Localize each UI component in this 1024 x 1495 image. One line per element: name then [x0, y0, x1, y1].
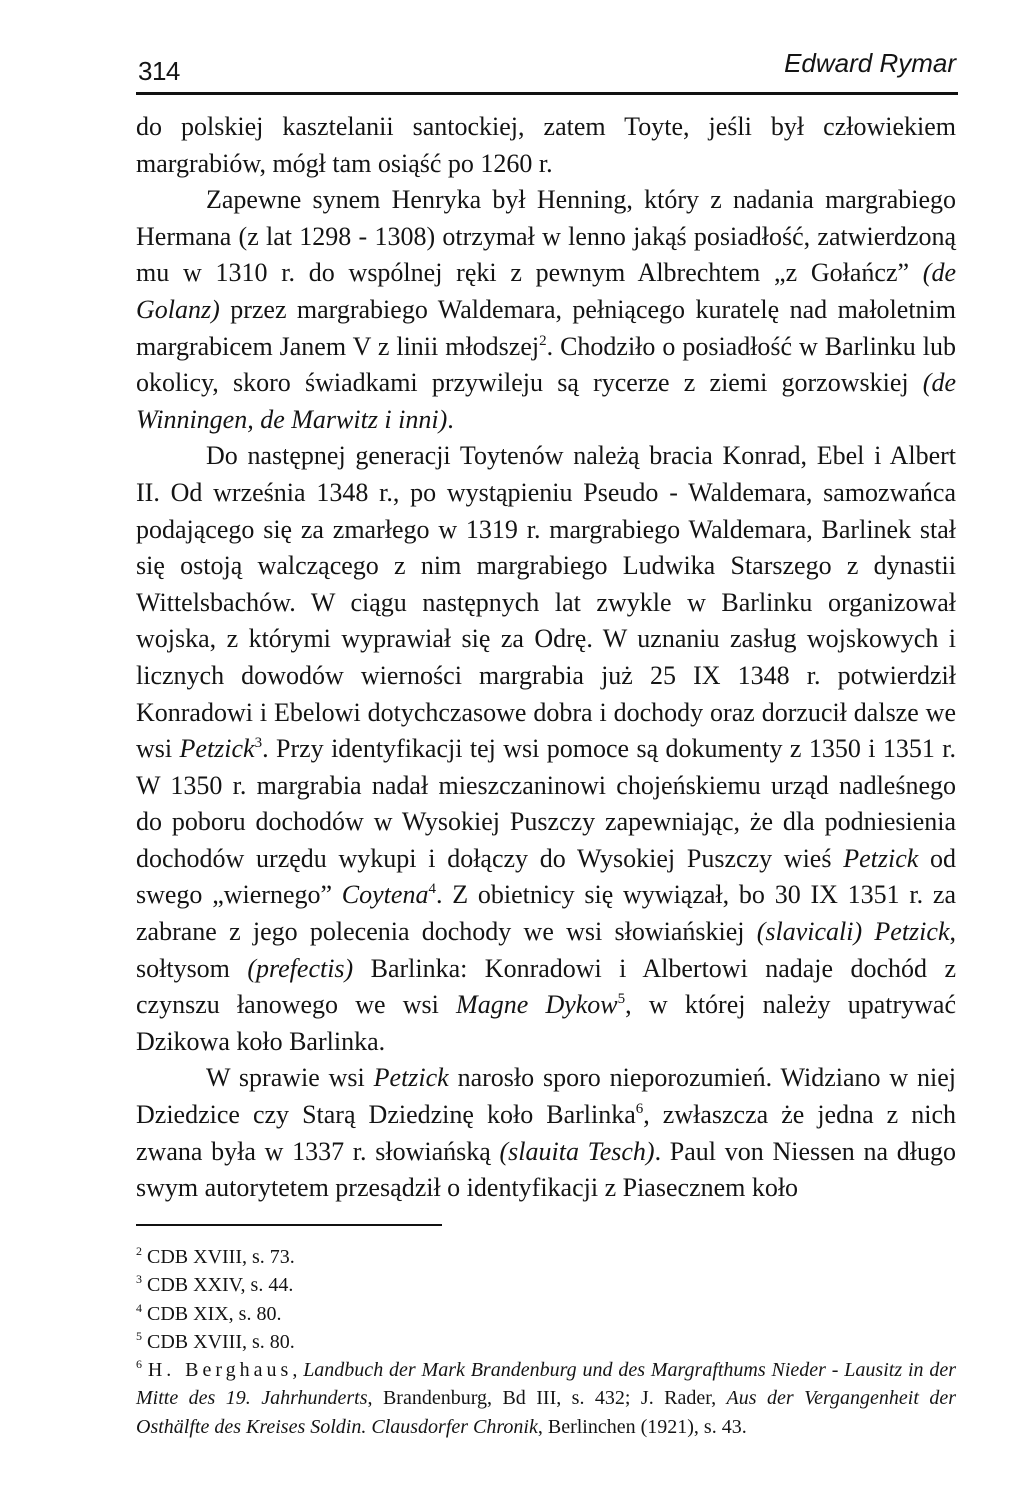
footnote-separator	[136, 1224, 442, 1226]
footnotes	[136, 1243, 956, 1441]
running-head-author: Edward Rymar	[784, 48, 956, 78]
footnote-6: $^6$ H. Berghaus, Landbuch der Mark Brandenburg und des Margrafthums Nieder - Lausitz in der Mitte des 19. Jahrhunderts, Brandenburg, Bd III, s. 432; J. Rader, Aus der Vergangenheit der Osthälfte des Kreises Soldin. Clausdorfer Chronik, Berlinchen (1921), s. 43.	[136, 1357, 957, 1438]
header-rule	[136, 92, 958, 95]
paragraph-3: Do następnej generacji Toytenów należą bracia Konrad, Ebel i Albert II. Od września 1348 r., po wystąpieniu Pseudo - Waldemara, samozwańca podającego się za zmarłego w 1319 r. margrabiego Waldemara, Barlinek stał się ostoją walczącego z nim margrabiego Ludwika Starszego z dynastii Wittelsbachów. W ciągu następnych lat zwykle w Barlinku organizował wojska, z którymi wyprawiał się za Odrę. W uznaniu zasług wojskowych i licznych dowodów wierności margrabia już 25 IX 1348 r. potwierdził Konradowi i Ebelowi dotychczasowe dobra i dochody oraz dorzucił dalsze we wsi Petzick$^3$. Przy identyfikacji tej wsi pomoce są dokumenty z 1350 i 1351 r. W 1350 r. margrabia nadał mieszczaninowi chojeńskiemu urząd nadleśnego do poboru dochodów w Wysokiej Puszczy zapewniając, że dla podniesienia dochodów urzędu wykupi i dołączy do Wysokiej Puszczy wieś Petzick od swego „wiernego” Coytena$^4$. Z obietnicy się wywiązał, bo 30 IX 1351 r. za zabrane z jego polecenia dochody we wsi słowiańskiej (slavicali) Petzick, sołtysom (prefectis) Barlinka: Konradowi i Albertowi nadaje dochód z czynszu łanowego we wsi Magne Dykow$^5$, w której należy upatrywać Dzikowa koło Barlinka.	[136, 441, 957, 1056]
footnote-ref-5[interactable]: 5	[617, 991, 626, 1008]
footnote-6-author: H. Berghaus	[147, 1359, 293, 1382]
paragraph-4: W sprawie wsi Petzick narosło sporo nieporozumień. Widziano w niej Dziedzice czy Starą Dziedzinę koło Barlinka$^6$, zwłaszcza że jedna z nich zwana była w 1337 r. słowiańską (slauita Tesch). Paul von Niessen na długo swym autorytetem przesądził o identyfikacji z Piasecznem koło	[136, 1063, 957, 1203]
page-number: 314	[138, 56, 180, 86]
footnote-5: $^5$ CDB XVIII, s. 80.	[136, 1328, 295, 1353]
body-text	[136, 109, 956, 1207]
footnote-ref-4[interactable]: 4	[428, 881, 436, 898]
footnote-ref-6[interactable]: 6	[635, 1101, 644, 1118]
page-header	[138, 42, 958, 90]
footnote-3: $^3$ CDB XXIV, s. 44.	[136, 1272, 294, 1297]
footnote-ref-3[interactable]: 3	[254, 735, 263, 752]
paragraph-1: do polskiej kasztelanii santockiej, zatem Toyte, jeśli był człowiekiem margrabiów, mógł tam osiąść po 1260 r.	[136, 112, 956, 178]
paragraph-2: Zapewne synem Henryka był Henning, który z nadania margrabiego Hermana (z lat 1298 - 1308) otrzymał w lenno jakąś posiadłość, zatwierdzoną mu w 1310 r. do wspólnej ręki z pewnym Albrechtem „z Gołańcz” (de Golanz) przez margrabiego Waldemara, pełniącego kuratelę nad małoletnim margrabicem Janem V z linii młodszej$^2$. Chodziło o posiadłość w Barlinku lub okolicy, skoro świadkami przywileju są rycerze z ziemi gorzowskiej (de Winningen, de Marwitz i inni).	[136, 185, 956, 434]
footnote-4: $^4$ CDB XIX, s. 80.	[136, 1300, 282, 1325]
footnote-2: $^2$ CDB XVIII, s. 73.	[136, 1244, 295, 1268]
footnote-ref-2[interactable]: 2	[539, 332, 547, 349]
